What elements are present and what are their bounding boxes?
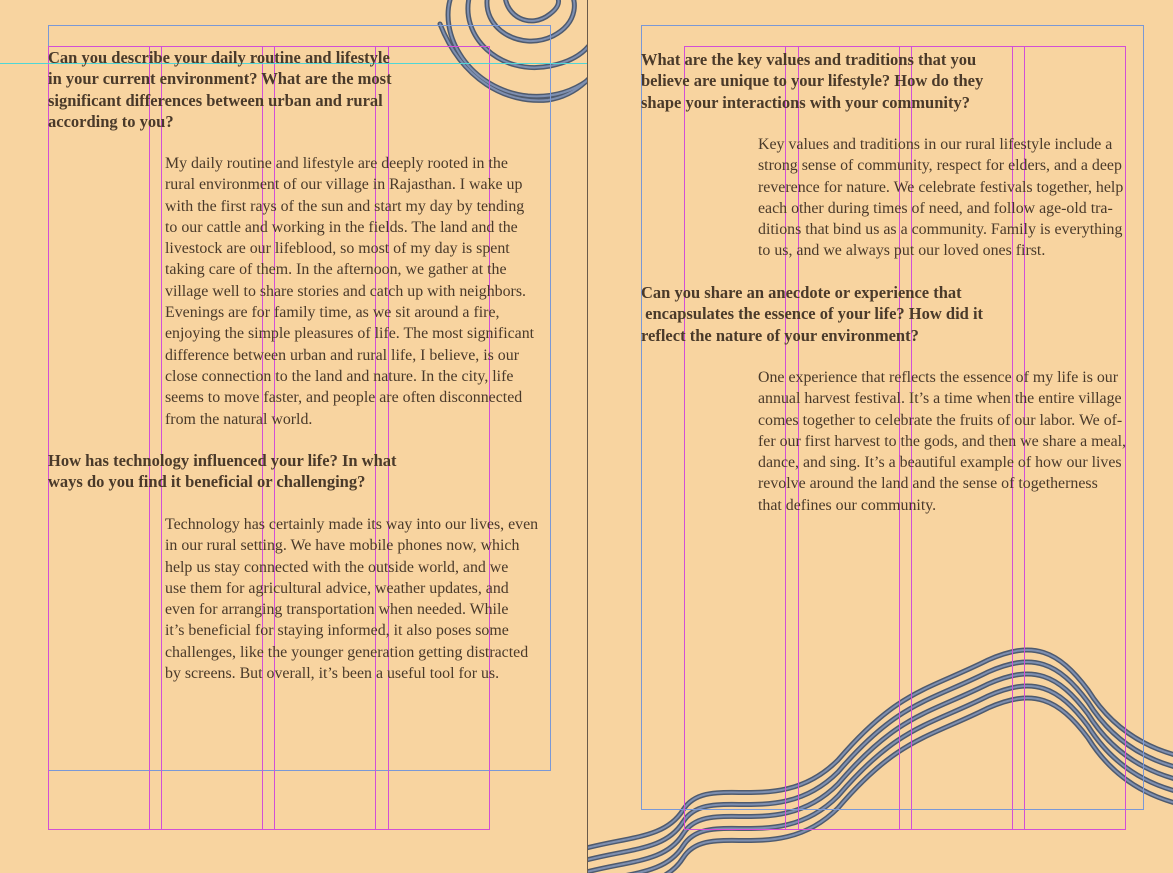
answer-paragraph: My daily routine and lifestyle are deeply rooted in the rural environment of our village in Rajasthan. I wake up with the first rays of the sun and start my day by tending to our cattle and working in the fields. The land and the livestock are our lifeblood, so most of my day is spent taking care of them. In the afternoon, we gather at the village well to share stories and catch up with neighbors. Evenings are for family time, as we sit around a fire, enjoying the simple pleasures of life. The most significant difference between urban and rural life, I believe, is our close connection to the land and nature. In the city, life seems to move faster, and people are often disconnected from the natural world. [165, 155, 535, 428]
answer-paragraph: One experience that reflects the essence of my life is our annual harvest festival. It’s a time when the entire village comes together to celebrate the fruits of our labor. We of- fer our first harvest to the gods, and then we share a meal, dance, and sing. It’s a beautiful example of how our lives revolve around the land and the sense of togetherness that defines our community. [758, 369, 1127, 514]
column-guide [161, 46, 162, 830]
question-heading: Can you describe your daily routine and lifestyle in your current environment? What are the most significant differences between urban and rural according to you? [48, 48, 392, 131]
question-heading: Can you share an anecdote or experience that encapsulates the essence of your life? How did it reflect the nature of your environment? [641, 283, 984, 345]
column-guide [149, 46, 150, 830]
right-page [588, 0, 1173, 873]
question-heading: What are the key values and traditions that you believe are unique to your lifestyle? How do they shape your interactions with your community? [641, 50, 984, 112]
answer-paragraph: Key values and traditions in our rural lifestyle include a strong sense of community, respect for elders, and a deep reverence for nature. We celebrate festivals together, help each other during times of need, and follow age-old tra- ditions that bind us as a community. Family is everything to us, and we always put our loved ones first. [758, 136, 1124, 260]
question-heading: How has technology influenced your life? In what ways do you find it beneficial or challenging? [48, 451, 397, 492]
answer-paragraph: Technology has certainly made its way into our lives, even in our rural setting. We have mobile phones now, which help us stay connected with the outside world, and we use them for agricultural advice, weather updates, and even for arranging transportation when needed. While it’s beneficial for staying informed, it also poses some challenges, like the younger generation getting distracted by screens. But overall, it’s been a useful tool for us. [165, 516, 539, 683]
